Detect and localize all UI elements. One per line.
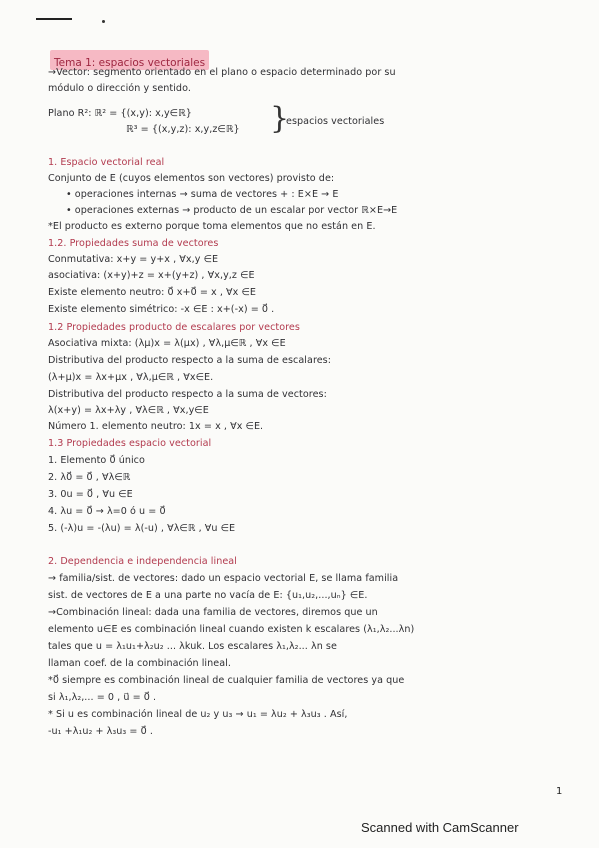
text-line: Conmutativa: x+y = y+x , ∀x,y ∈E	[48, 254, 219, 265]
page-number: 1	[556, 786, 563, 797]
text-line: 1. Elemento 0⃗ único	[48, 455, 145, 466]
text-line: *El producto es externo porque toma elementos que no están en E.	[48, 221, 376, 232]
text-line: * Si u es combinación lineal de u₂ y u₃ → u₁ = λu₂ + λ₃u₃ . Así,	[48, 709, 348, 720]
page-title: Tema 1: espacios vectoriales	[54, 57, 206, 69]
text-line: *0⃗ siempre es combinación lineal de cualquier familia de vectores ya que	[48, 675, 405, 686]
text-line: • operaciones externas → producto de un escalar por vector ℝ×E→E	[66, 205, 398, 216]
vector-definition-line1: →Vector: segmento orientado en el plano o espacio determinado por su	[48, 67, 396, 78]
text-line: 2. λ0⃗ = 0⃗ , ∀λ∈ℝ	[48, 472, 131, 483]
section-heading-1-3: 1.3 Propiedades espacio vectorial	[48, 438, 212, 449]
text-line: tales que u = λ₁u₁+λ₂u₂ ... λkuk. Los escalares λ₁,λ₂... λn se	[48, 641, 337, 652]
section-heading-1-2: 1.2. Propiedades suma de vectores	[48, 238, 219, 249]
section-heading-1: 1. Espacio vectorial real	[48, 157, 165, 168]
text-line: 5. (-λ)u = -(λu) = λ(-u) , ∀λ∈ℝ , ∀u ∈E	[48, 523, 236, 534]
section-heading-2: 2. Dependencia e independencia lineal	[48, 556, 237, 567]
space-r3-line: ℝ³ = {(x,y,z): x,y,z∈ℝ}	[126, 124, 240, 135]
pen-mark	[36, 18, 72, 20]
text-line: → familia/sist. de vectores: dado un espacio vectorial E, se llama familia	[48, 573, 399, 584]
text-line: si λ₁,λ₂,... = 0 , u⃗ = 0⃗ .	[48, 692, 157, 703]
text-line: Existe elemento simétrico: -x ∈E : x+(-x) = 0⃗ .	[48, 304, 275, 315]
text-line: Distributiva del producto respecto a la suma de vectores:	[48, 389, 327, 400]
text-line: • operaciones internas → suma de vectores + : E×E → E	[66, 189, 339, 200]
text-line: Número 1. elemento neutro: 1x = x , ∀x ∈E.	[48, 421, 264, 432]
text-line: 3. 0u = 0⃗ , ∀u ∈E	[48, 489, 133, 500]
brace-icon: }	[270, 101, 290, 136]
text-line: →Combinación lineal: dada una familia de vectores, diremos que un	[48, 607, 378, 618]
pen-dot	[102, 20, 105, 23]
text-line: (λ+μ)x = λx+μx , ∀λ,μ∈ℝ , ∀x∈E.	[48, 372, 214, 383]
scanner-watermark: Scanned with CamScanner	[361, 820, 519, 835]
text-line: asociativa: (x+y)+z = x+(y+z) , ∀x,y,z ∈E	[48, 270, 255, 281]
vector-definition-line2: módulo o dirección y sentido.	[48, 83, 191, 94]
text-line: Existe elemento neutro: 0⃗ x+0⃗ = x , ∀x ∈E	[48, 287, 257, 298]
text-line: -u₁ +λ₁u₂ + λ₃u₃ = 0⃗ .	[48, 726, 153, 737]
text-line: Distributiva del producto respecto a la suma de escalares:	[48, 355, 332, 366]
text-line: Asociativa mixta: (λμ)x = λ(μx) , ∀λ,μ∈ℝ , ∀x ∈E	[48, 338, 286, 349]
text-line: 4. λu = 0⃗ → λ=0 ó u = 0⃗	[48, 506, 166, 517]
vector-spaces-label: espacios vectoriales	[286, 116, 385, 127]
section-heading-1-2b: 1.2 Propiedades producto de escalares por vectores	[48, 322, 300, 333]
text-line: Conjunto de E (cuyos elementos son vectores) provisto de:	[48, 173, 335, 184]
plane-r2-line: Plano R²: ℝ² = {(x,y): x,y∈ℝ}	[48, 108, 192, 119]
text-line: sist. de vectores de E a una parte no vacía de E: {u₁,u₂,...,uₙ} ∈E.	[48, 590, 368, 601]
text-line: llaman coef. de la combinación lineal.	[48, 658, 231, 669]
text-line: elemento u∈E es combinación lineal cuando existen k escalares (λ₁,λ₂...λn)	[48, 624, 415, 635]
text-line: λ(x+y) = λx+λy , ∀λ∈ℝ , ∀x,y∈E	[48, 405, 209, 416]
